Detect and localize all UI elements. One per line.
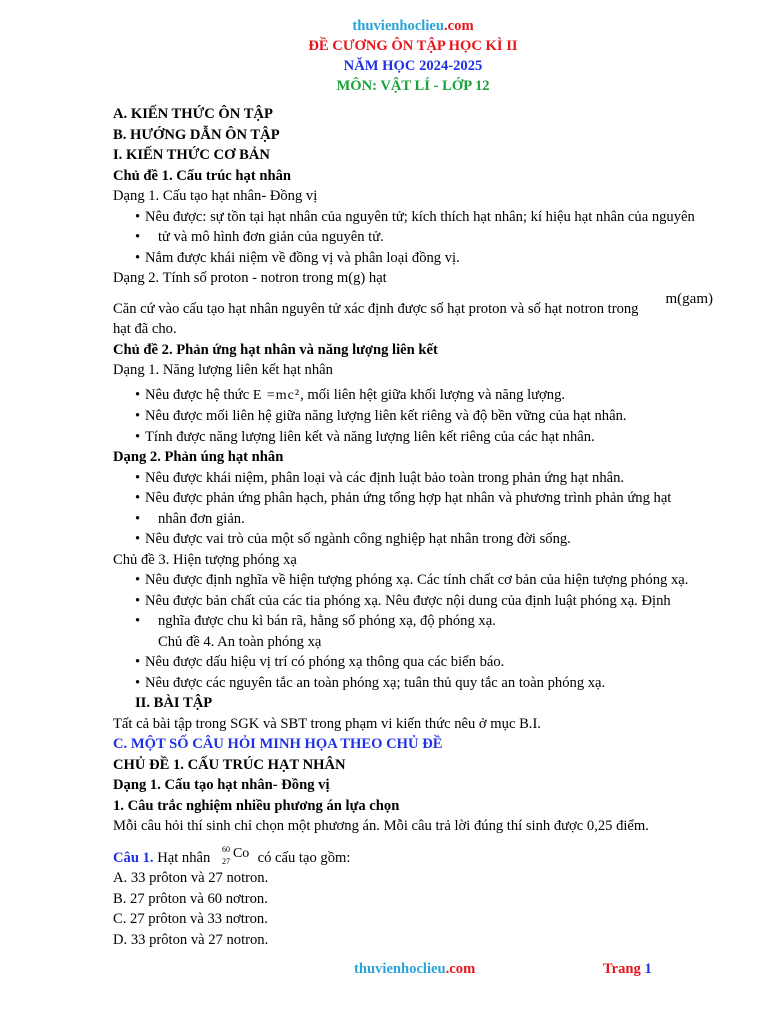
topic-1-heading: Chủ đề 1. Cấu trúc hạt nhân [113,167,292,184]
list-item: • Nêu được định nghĩa về hiện tượng phóng xạ. Các tính chất cơ bản của hiện tượng phóng xạ. [113,570,713,591]
topic-2-form-1-list [113,385,713,448]
list-item: • Nêu được phản ứng phân hạch, phản ứng tổng hợp hạt nhân và phương trình phản ứng hạt [113,488,713,509]
section-ii-text: Tất cả bài tập trong SGK và SBT trong phạm vi kiến thức nêu ở mục B.I. [113,715,541,732]
mass-energy-formula: E =mc² [252,387,301,403]
topic-3-list [113,570,713,632]
topic-1-form-1: Dạng 1. Cấu tạo hạt nhân- Đồng vị [113,188,318,204]
footer-site-name[interactable]: thuvienhoclieu.com [354,961,476,977]
doc-title: ĐỀ CƯƠNG ÔN TẬP HỌC KÌ II [308,38,518,54]
list-item: • Nắm được khái niệm về đồng vị và phân loại đồng vị. [113,248,713,269]
list-item: • Nêu được vai trò của một số ngành công nghiệp hạt nhân trong đời sống. [113,529,713,550]
header [113,16,713,96]
section-ii: II. BÀI TẬP [135,695,213,711]
question-1-label: Câu 1. [113,849,154,866]
topic-2-form-2: Dạng 2. Phản úng hạt nhân [113,449,284,465]
list-item: • Nêu được bản chất của các tia phóng xạ. Nêu được nội dung của định luật phóng xạ. Định [113,591,713,612]
list-item: • Nêu được hệ thức E =mc², mối liên hệt giữa khối lượng và năng lượng. [113,385,713,407]
list-item-continuation: • nhân đơn giản. [113,509,713,530]
section-i: I. KIẾN THỨC CƠ BẢN [113,147,270,163]
list-item-continuation: • nghĩa được chu kì bán rã, hằng số phóng xạ, độ phóng xạ. [113,611,713,632]
subject-line: MÔN: VẬT LÍ - LỚP 12 [336,78,490,94]
topic-1-form-1-list [113,207,713,269]
list-item-continuation: • tử và mô hình đơn giản của nguyên tử. [113,227,713,248]
topic-1-form-2: Dạng 2. Tính số proton - notron trong m(g) hạt [113,270,387,286]
topic-1-form-2-text: Căn cứ vào cấu tạo hạt nhân nguyên tử xác định được số hạt proton và số hạt notron trong m(gam) [113,290,713,317]
page-number: Trang 1 [603,961,652,977]
cobalt-isotope-symbol: 60 27 Co [221,844,250,866]
mcq-title: 1. Câu trắc nghiệm nhiều phương án lựa chọn [113,797,400,814]
document-page [113,16,713,950]
mcq-note: Mỗi câu hỏi thí sinh chỉ chọn một phương án. Mỗi câu trả lời đúng thí sinh được 0,25 điểm. [113,818,649,834]
answer-option-a[interactable]: A. 33 prôton và 27 notron. [113,870,269,886]
site-name[interactable]: thuvienhoclieu.com [352,18,474,34]
topic-4-heading: Chủ đề 4. An toàn phóng xạ [158,633,322,650]
topic-3-heading: Chủ đề 3. Hiện tượng phóng xạ [113,551,297,568]
section-c: C. MỘT SỐ CÂU HỎI MINH HỌA THEO CHỦ ĐỀ [113,736,443,752]
question-1: Câu 1. Hạt nhân 60 27 Co có cấu tạo gồm: [113,844,351,866]
topic-1-form-2-text-end: hạt đã cho. [113,321,177,337]
answer-option-d[interactable]: D. 33 prôton và 27 notron. [113,931,269,948]
c-topic-1-heading: CHỦ ĐỀ 1. CẤU TRÚC HẠT NHÂN [113,756,346,773]
list-item: • Nêu được các nguyên tắc an toàn phóng xạ; tuân thủ quy tắc an toàn phóng xạ. [113,673,713,694]
topic-2-heading: Chủ đề 2. Phản ứng hạt nhân và năng lượng liên kết [113,341,438,358]
answer-option-c[interactable]: C. 27 prôton và 33 nơtron. [113,911,268,927]
topic-2-form-2-list [113,468,713,550]
list-item: • Tính được năng lượng liên kết và năng lượng liên kết riêng của các hạt nhân. [113,427,713,448]
topic-4-list [113,652,713,693]
c-form-1-heading: Dạng 1. Cấu tạo hạt nhân- Đồng vị [113,777,330,793]
answer-option-b[interactable]: B. 27 prôton và 60 nơtron. [113,890,268,907]
section-b: B. HƯỚNG DẪN ÔN TẬP [113,126,280,143]
school-year: NĂM HỌC 2024-2025 [343,58,483,74]
list-item: • Nêu được mối liên hệ giữa năng lượng liên kết riêng và độ bền vững của hạt nhân. [113,406,713,427]
section-a: A. KIẾN THỨC ÔN TẬP [113,106,273,122]
list-item: • Nêu được: sự tồn tại hạt nhân của nguyên tử; kích thích hạt nhân; kí hiệu hạt nhân của nguyên [113,207,713,228]
mass-gram-formula: m(gam) [665,290,713,307]
list-item: • Nêu được khái niệm, phân loại và các định luật bảo toàn trong phản ứng hạt nhân. [113,468,713,489]
topic-2-form-1: Dạng 1. Năng lượng liên kết hạt nhân [113,362,333,378]
list-item: • Nêu được dấu hiệu vị trí có phóng xạ thông qua các biển báo. [113,652,713,673]
